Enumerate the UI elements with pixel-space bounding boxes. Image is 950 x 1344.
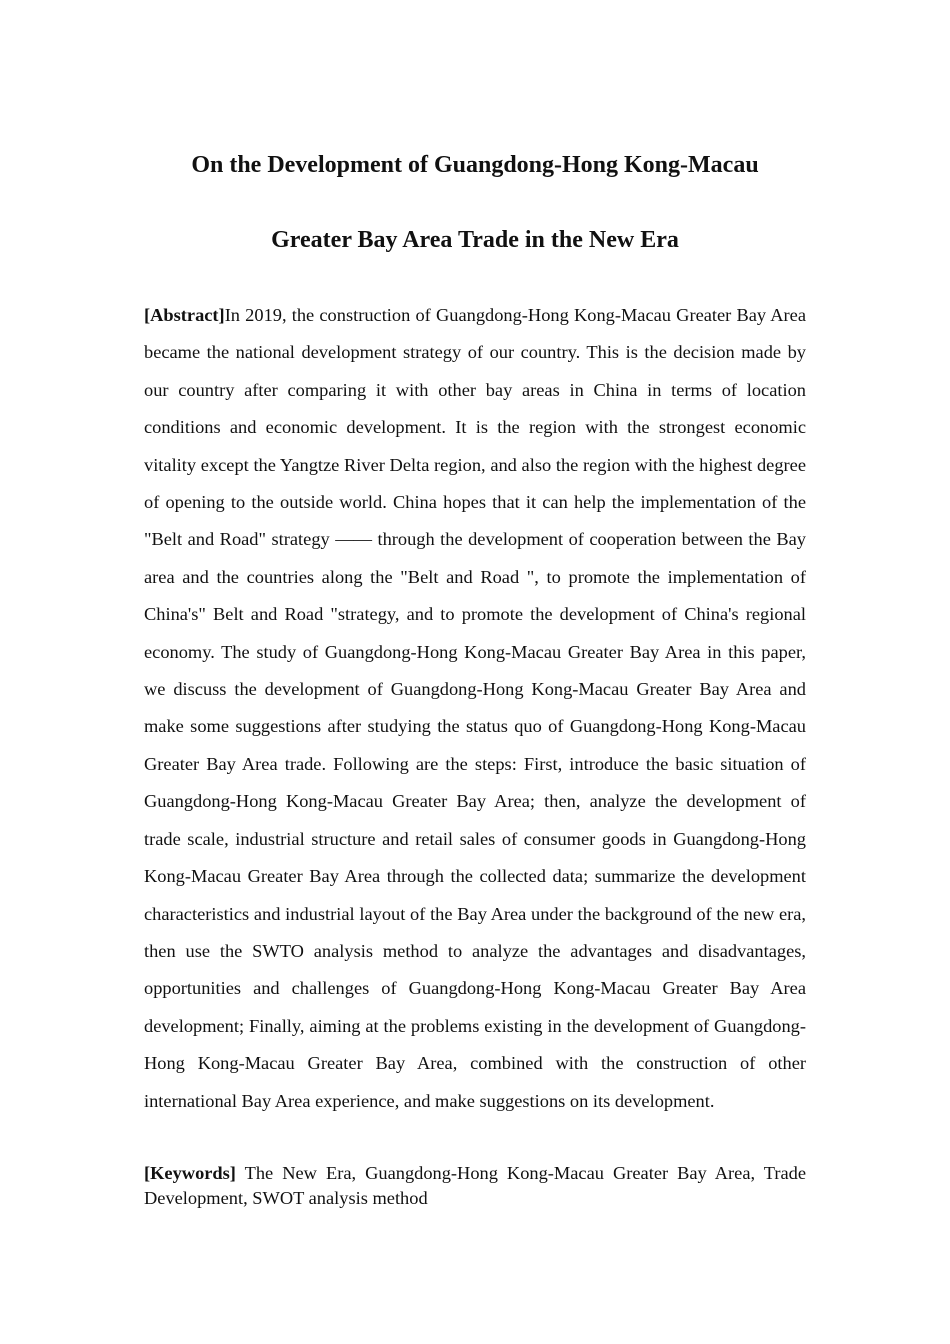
keywords-label: [Keywords] — [144, 1163, 236, 1183]
paper-title-line-1: On the Development of Guangdong-Hong Kong-Macau — [191, 152, 759, 178]
abstract-text: In 2019, the construction of Guangdong-Hong Kong-Macau Greater Bay Area became the national development strategy of our country. This is the decision made by our country after comparing it with other bay areas in China in terms of location conditions and economic development. It is the region with the strongest economic vitality except the Yangtze River Delta region, and also the region with the highest degree of opening to the outside world. China hopes that it can help the implementation of the "Belt and Road" strategy —— through the development of cooperation between the Bay area and the countries along the "Belt and Road ", to promote the implementation of China's" Belt and Road "strategy, and to promote the development of China's regional economy. The study of Guangdong-Hong Kong-Macau Greater Bay Area in this paper, we discuss the development of Guangdong-Hong Kong-Macau Greater Bay Area and make some suggestions after studying the status quo of Guangdong-Hong Kong-Macau Greater Bay Area trade. Following are the steps: First, introduce the basic situation of Guangdong-Hong Kong-Macau Greater Bay Area; then, analyze the development of trade scale, industrial structure and retail sales of consumer goods in Guangdong-Hong Kong-Macau Greater Bay Area through the collected data; summarize the development characteristics and industrial layout of the Bay Area under the background of the new era, then use the SWTO analysis method to analyze the advantages and disadvantages, opportunities and challenges of Guangdong-Hong Kong-Macau Greater Bay Area development; Finally, aiming at the problems existing in the development of Guangdong-Hong Kong-Macau Greater Bay Area, combined with the construction of other international Bay Area experience, and make suggestions on its development. — [144, 305, 806, 1111]
keywords-paragraph — [144, 1161, 806, 1211]
keywords-text: The New Era, Guangdong-Hong Kong-Macau Greater Bay Area, Trade Development, SWOT analysis method — [144, 1163, 806, 1208]
abstract-label: [Abstract] — [144, 305, 225, 325]
abstract-paragraph — [144, 297, 806, 1120]
paper-title-line-2: Greater Bay Area Trade in the New Era — [271, 227, 679, 253]
